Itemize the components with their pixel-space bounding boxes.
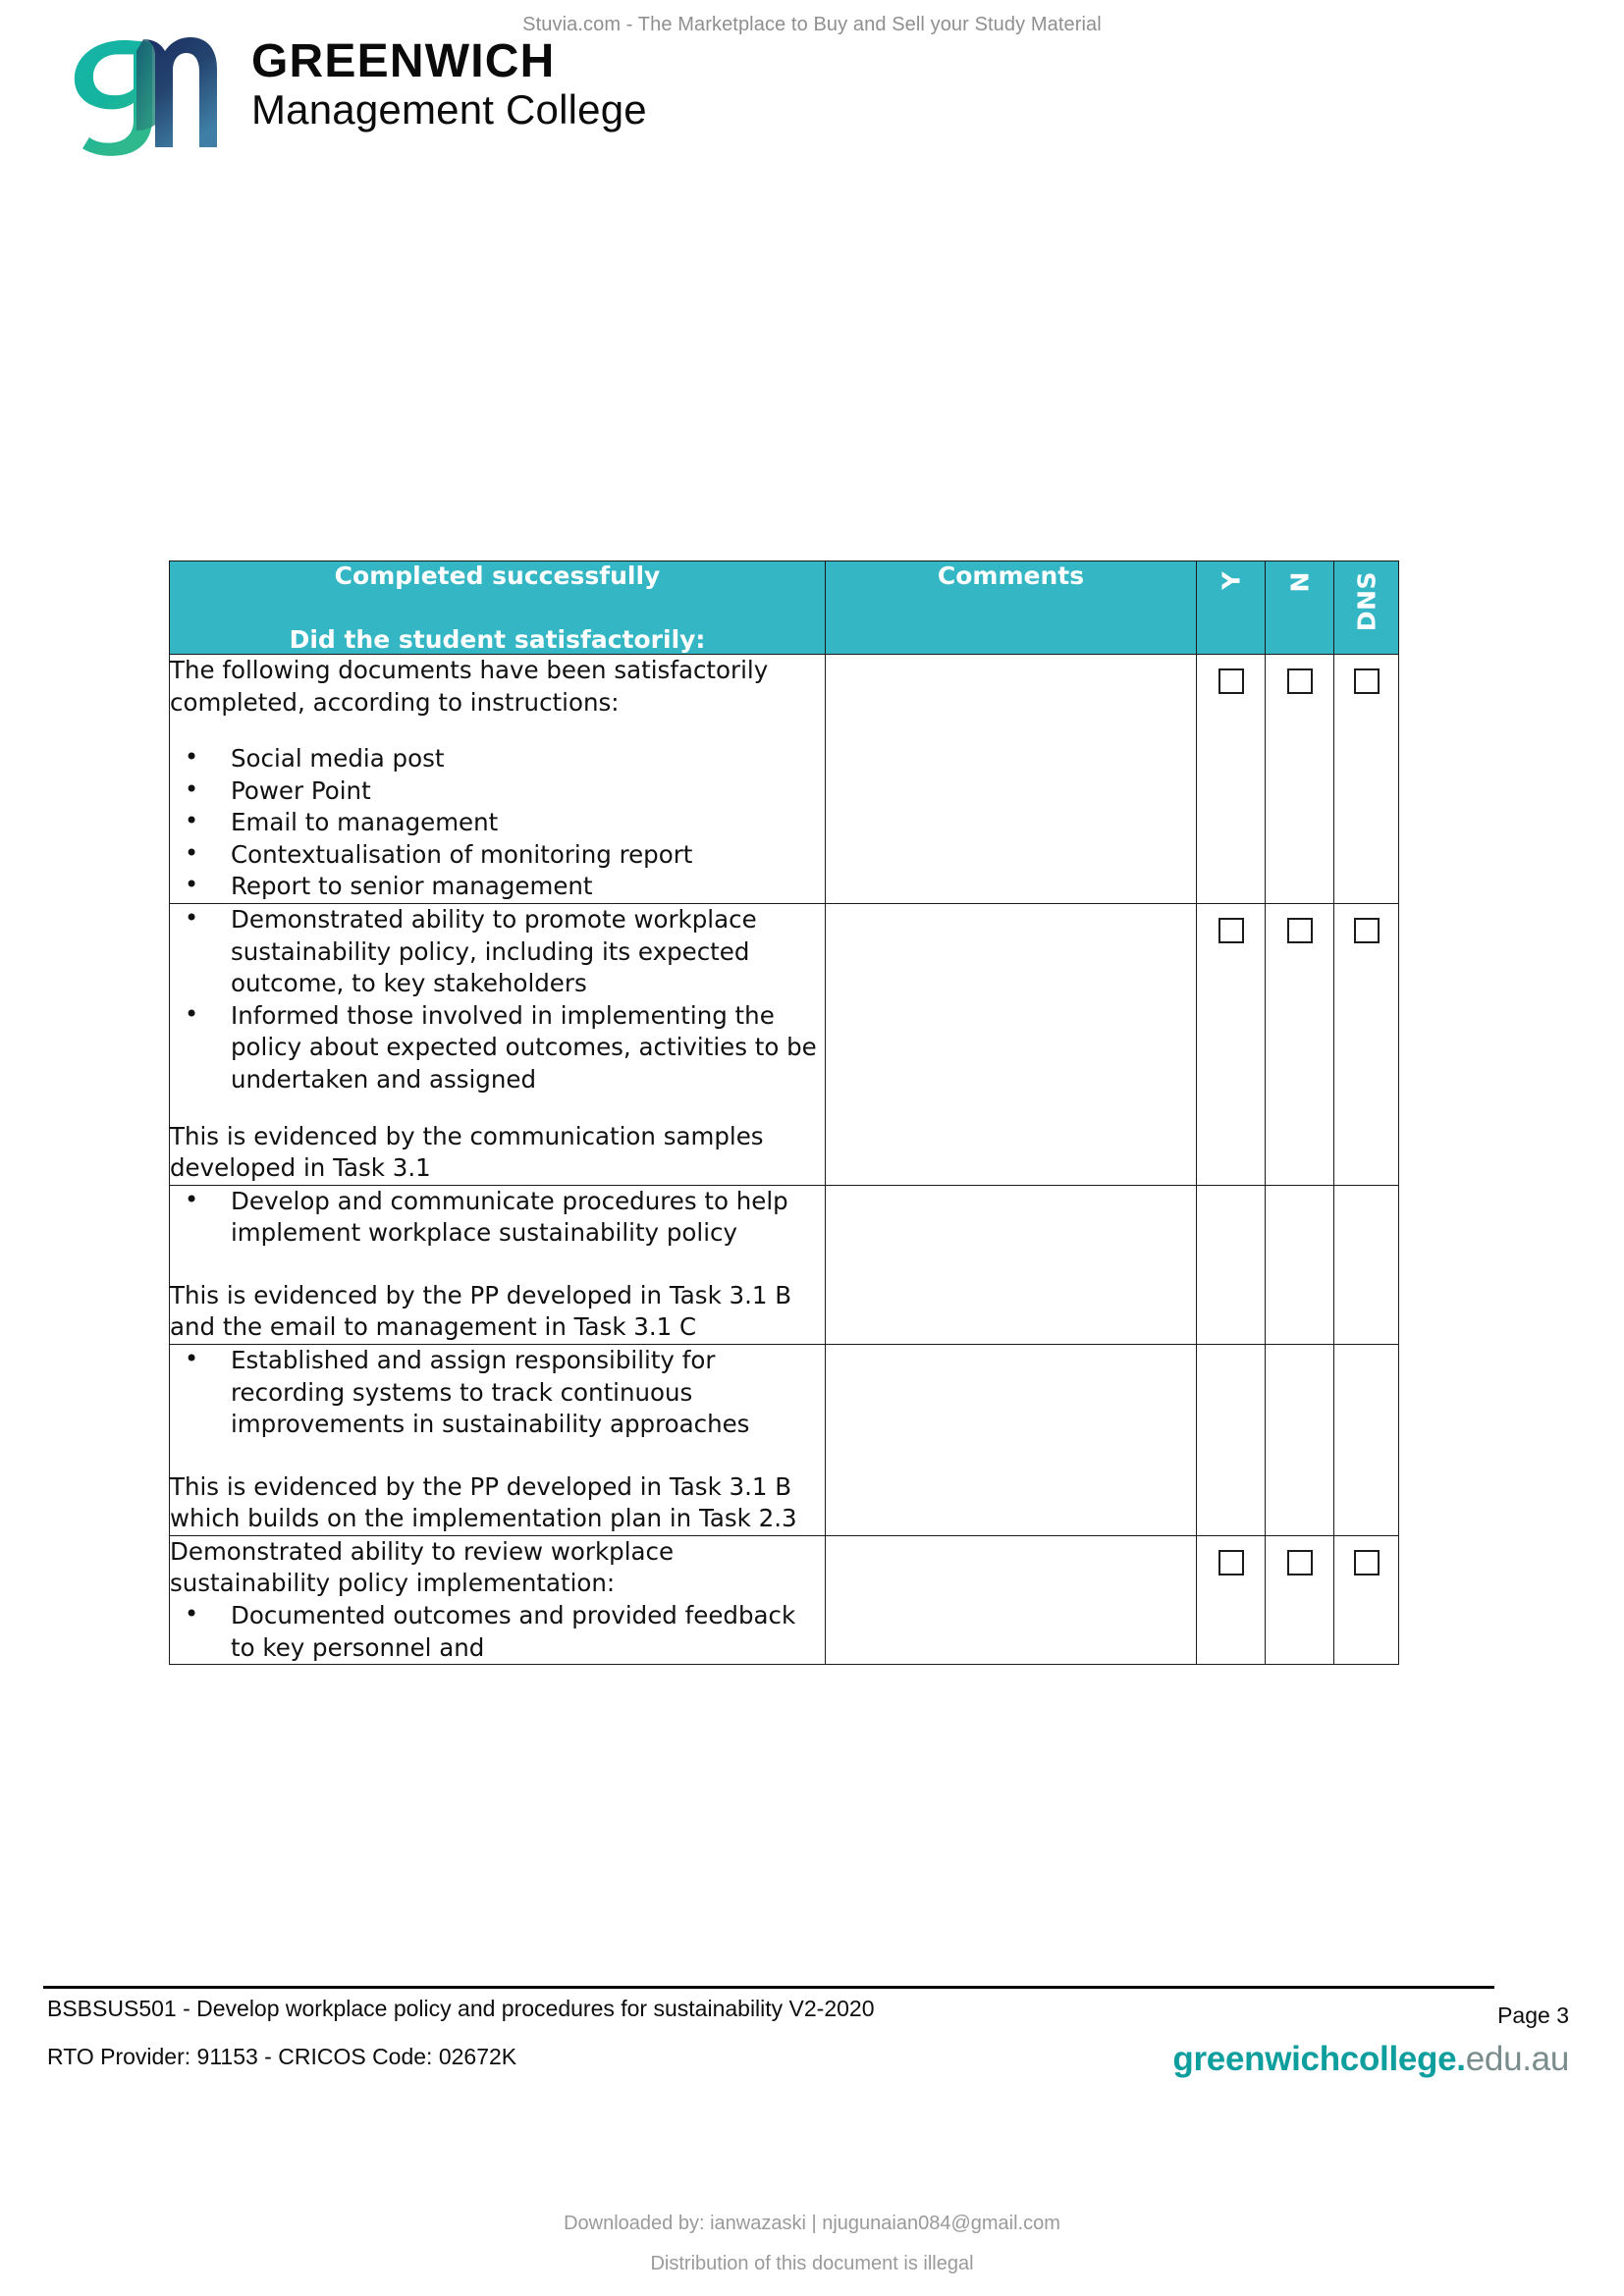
table-body	[170, 655, 1399, 1665]
header-criteria-line2: Did the student satisfactorily:	[289, 624, 706, 654]
criteria-bullet-list	[170, 904, 825, 1095]
gm-monogram-icon	[59, 31, 236, 164]
table-row	[170, 1185, 1399, 1344]
header-cell-comments	[826, 561, 1197, 655]
assessment-checklist-table	[169, 561, 1399, 1665]
checkbox-dns[interactable]	[1354, 918, 1380, 943]
stuvia-watermark-banner: Stuvia.com - The Marketplace to Buy and Sell your Study Material	[522, 14, 1102, 35]
criteria-cell	[170, 655, 826, 904]
table-header-row	[170, 561, 1399, 655]
header-dns-label: DNS	[1352, 571, 1380, 632]
comments-cell[interactable]	[826, 1535, 1197, 1664]
criteria-bullet-list	[170, 1345, 825, 1441]
criteria-evidence: This is evidenced by the PP developed in Task 3.1 B and the email to management in Task 3.1 C	[170, 1280, 792, 1342]
checkbox-cell-dns[interactable]	[1334, 655, 1399, 904]
table-row	[170, 1344, 1399, 1535]
list-item: • Contextualisation of monitoring report	[170, 839, 825, 872]
header-yes-label: Y	[1217, 571, 1245, 590]
header-cell-yes	[1197, 561, 1266, 655]
college-logo	[59, 29, 668, 167]
url-domain-light: edu.au	[1465, 2040, 1569, 2078]
criteria-intro: Demonstrated ability to review workplace sustainability policy implementation:	[170, 1536, 675, 1598]
checkbox-yes[interactable]	[1218, 1550, 1244, 1575]
list-item: • Social media post	[170, 743, 825, 775]
criteria-bullet-list	[170, 1186, 825, 1250]
checkbox-cell-dns[interactable]	[1334, 904, 1399, 1186]
header-comments-label: Comments	[937, 561, 1085, 590]
checkbox-cell-dns[interactable]	[1334, 1344, 1399, 1535]
table-row	[170, 655, 1399, 904]
footer-website-url	[1172, 2040, 1569, 2079]
header-criteria-line1: Completed successfully	[334, 561, 661, 590]
checkbox-cell-dns[interactable]	[1334, 1185, 1399, 1344]
comments-cell[interactable]	[826, 1344, 1197, 1535]
header-cell-dns	[1334, 561, 1399, 655]
checkbox-no[interactable]	[1287, 1550, 1313, 1575]
list-item: • Power Point	[170, 775, 825, 808]
downloaded-by-watermark: Downloaded by: ianwazaski | njugunaian084@gmail.com	[564, 2213, 1060, 2234]
checkbox-cell-yes[interactable]	[1197, 904, 1266, 1186]
logo-name-line2: Management College	[251, 86, 647, 133]
criteria-cell	[170, 1185, 826, 1344]
checkbox-no[interactable]	[1287, 668, 1313, 694]
checkbox-dns[interactable]	[1354, 1550, 1380, 1575]
list-item: • Informed those involved in implementing the policy about expected outcomes, activities to be undertaken and assigned	[170, 1000, 825, 1096]
list-item: • Demonstrated ability to promote workplace sustainability policy, including its expected outcome, to key stakeholders	[170, 904, 825, 1000]
checkbox-cell-no[interactable]	[1266, 1344, 1334, 1535]
criteria-intro: The following documents have been satisfactorily completed, according to instructions:	[170, 656, 769, 717]
criteria-cell	[170, 1344, 826, 1535]
table-row	[170, 1535, 1399, 1664]
table-row	[170, 904, 1399, 1186]
checkbox-cell-yes[interactable]	[1197, 1185, 1266, 1344]
criteria-evidence: This is evidenced by the PP developed in Task 3.1 B which builds on the implementation plan in Task 2.3	[170, 1471, 797, 1533]
checkbox-cell-no[interactable]	[1266, 1535, 1334, 1664]
logo-name-line1: GREENWICH	[251, 35, 556, 87]
comments-cell[interactable]	[826, 655, 1197, 904]
page-number: Page 3	[1497, 2002, 1569, 2028]
checkbox-cell-no[interactable]	[1266, 1185, 1334, 1344]
header-no-label: N	[1285, 571, 1314, 593]
checkbox-cell-yes[interactable]	[1197, 1535, 1266, 1664]
comments-cell[interactable]	[826, 1185, 1197, 1344]
list-item: • Report to senior management	[170, 871, 825, 903]
checkbox-yes[interactable]	[1218, 918, 1244, 943]
url-domain-bold: greenwichcollege.	[1172, 2040, 1466, 2078]
checkbox-cell-yes[interactable]	[1197, 1344, 1266, 1535]
header-cell-no	[1266, 561, 1334, 655]
criteria-cell	[170, 904, 826, 1186]
criteria-evidence: This is evidenced by the communication samples developed in Task 3.1	[170, 1121, 764, 1183]
checkbox-cell-dns[interactable]	[1334, 1535, 1399, 1664]
checkbox-cell-no[interactable]	[1266, 655, 1334, 904]
checkbox-dns[interactable]	[1354, 668, 1380, 694]
footer-rto-details: RTO Provider: 91153 - CRICOS Code: 02672K	[47, 2044, 517, 2069]
checkbox-cell-yes[interactable]	[1197, 655, 1266, 904]
list-item: • Email to management	[170, 807, 825, 839]
list-item: • Develop and communicate procedures to help implement workplace sustainability policy	[170, 1186, 825, 1250]
distribution-notice-watermark: Distribution of this document is illegal	[650, 2253, 974, 2274]
criteria-bullet-list	[170, 1600, 825, 1664]
list-item: • Established and assign responsibility for recording systems to track continuous improvements in sustainability approaches	[170, 1345, 825, 1441]
header-cell-criteria	[170, 561, 826, 655]
comments-cell[interactable]	[826, 904, 1197, 1186]
list-item: • Documented outcomes and provided feedback to key personnel and	[170, 1600, 825, 1664]
criteria-cell	[170, 1535, 826, 1664]
footer-course-code: BSBSUS501 - Develop workplace policy and procedures for sustainability V2-2020	[47, 1996, 875, 2021]
checkbox-yes[interactable]	[1218, 668, 1244, 694]
footer-divider	[43, 1986, 1494, 1989]
criteria-bullet-list	[170, 743, 825, 903]
checkbox-cell-no[interactable]	[1266, 904, 1334, 1186]
checkbox-no[interactable]	[1287, 918, 1313, 943]
logo-wordmark	[251, 37, 647, 133]
